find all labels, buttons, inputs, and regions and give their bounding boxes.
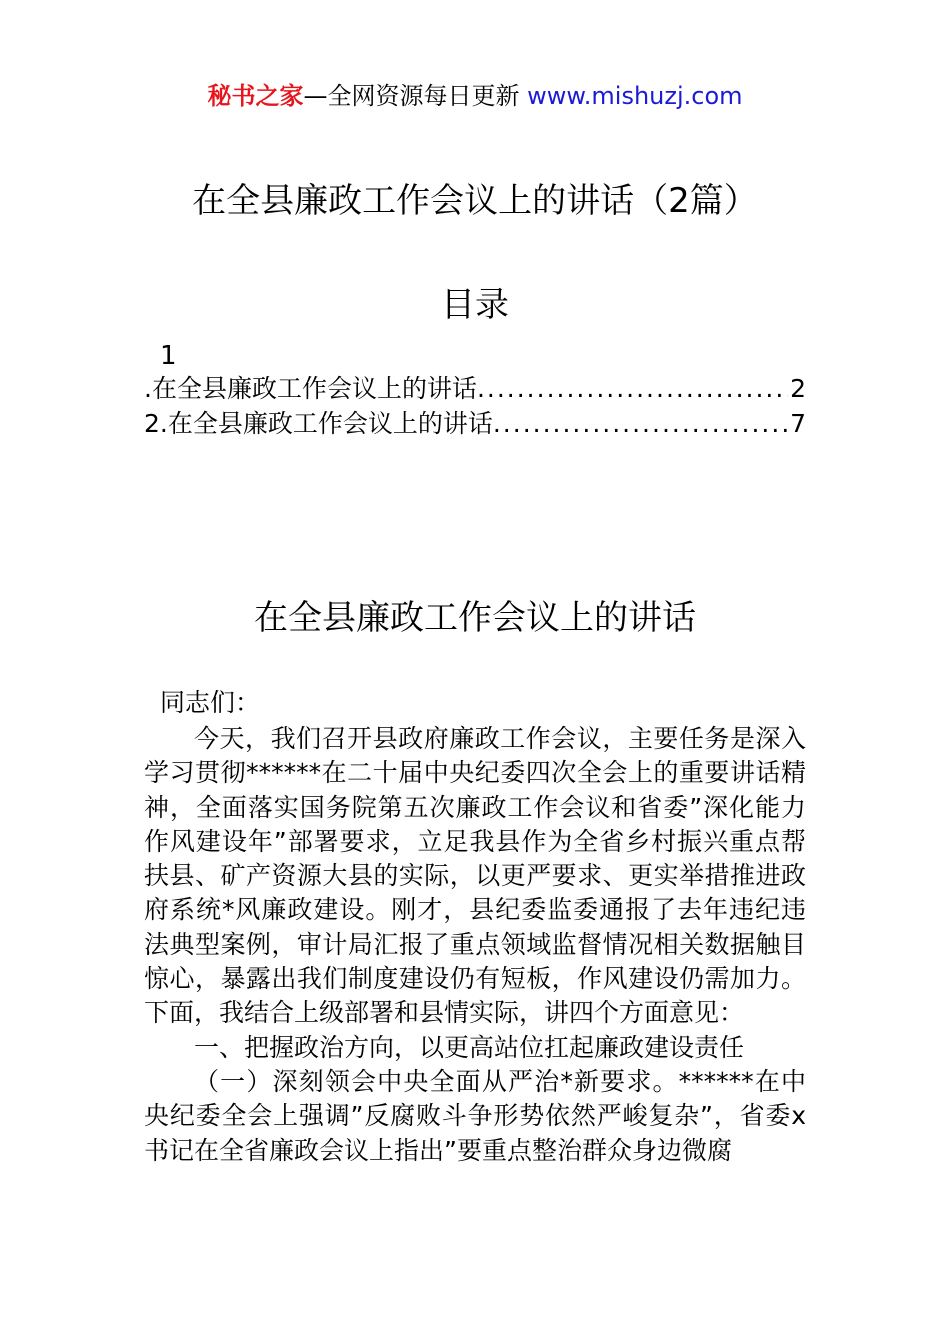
document-title: 在全县廉政工作会议上的讲话（2篇） bbox=[192, 181, 758, 221]
toc-page-number: 2 bbox=[790, 374, 806, 403]
toc-entry-number: 1 bbox=[160, 341, 177, 371]
body-text bbox=[144, 722, 806, 1168]
toc-leader-dots bbox=[493, 407, 788, 441]
site-tagline: —全网资源每日更新 bbox=[303, 82, 528, 110]
toc-entry-label: 2.在全县廉政工作会议上的讲话 bbox=[144, 409, 493, 438]
salutation: 同志们： bbox=[160, 688, 261, 717]
site-brand: 秘书之家 bbox=[207, 82, 304, 110]
toc-leader-dots bbox=[477, 372, 788, 406]
toc-entry[interactable] bbox=[144, 372, 806, 406]
site-header bbox=[0, 80, 950, 112]
toc-entry-label: .在全县廉政工作会议上的讲话 bbox=[144, 374, 477, 403]
body-paragraph: 今天，我们召开县政府廉政工作会议，主要任务是深入学习贯彻******在二十届中央纪委四次全会上的重要讲话精神，全面落实国务院第五次廉政工作会议和省委”深化能力作风建设年”部署要求，立足我县作为全省乡村振兴重点帮扶县、矿产资源大县的实际，以更严要求、更实举措推进政府系统*风廉政建设。刚才，县纪委监委通报了去年违纪违法典型案例，审计局汇报了重点领域监督情况相关数据触目惊心，暴露出我们制度建设仍有短板，作风建设仍需加力。下面，我结合上级部署和县情实际，讲四个方面意见： bbox=[144, 724, 806, 1028]
section-heading: 一、把握政治方向，以更高站位扛起廉政建设责任 bbox=[194, 1032, 745, 1062]
section-title: 在全县廉政工作会议上的讲话 bbox=[254, 598, 696, 638]
site-url-link[interactable]: www.mishuzj.com bbox=[527, 82, 743, 110]
toc-page-number: 7 bbox=[790, 409, 806, 438]
body-paragraph: （一）深刻领会中央全面从严治*新要求。******在中央纪委全会上强调”反腐败斗争形势依然严峻复杂”，省委x书记在全省廉政会议上指出”要重点整治群众身边微腐 bbox=[144, 1066, 806, 1165]
toc-heading: 目录 bbox=[441, 285, 509, 325]
toc-entry[interactable] bbox=[144, 407, 806, 441]
